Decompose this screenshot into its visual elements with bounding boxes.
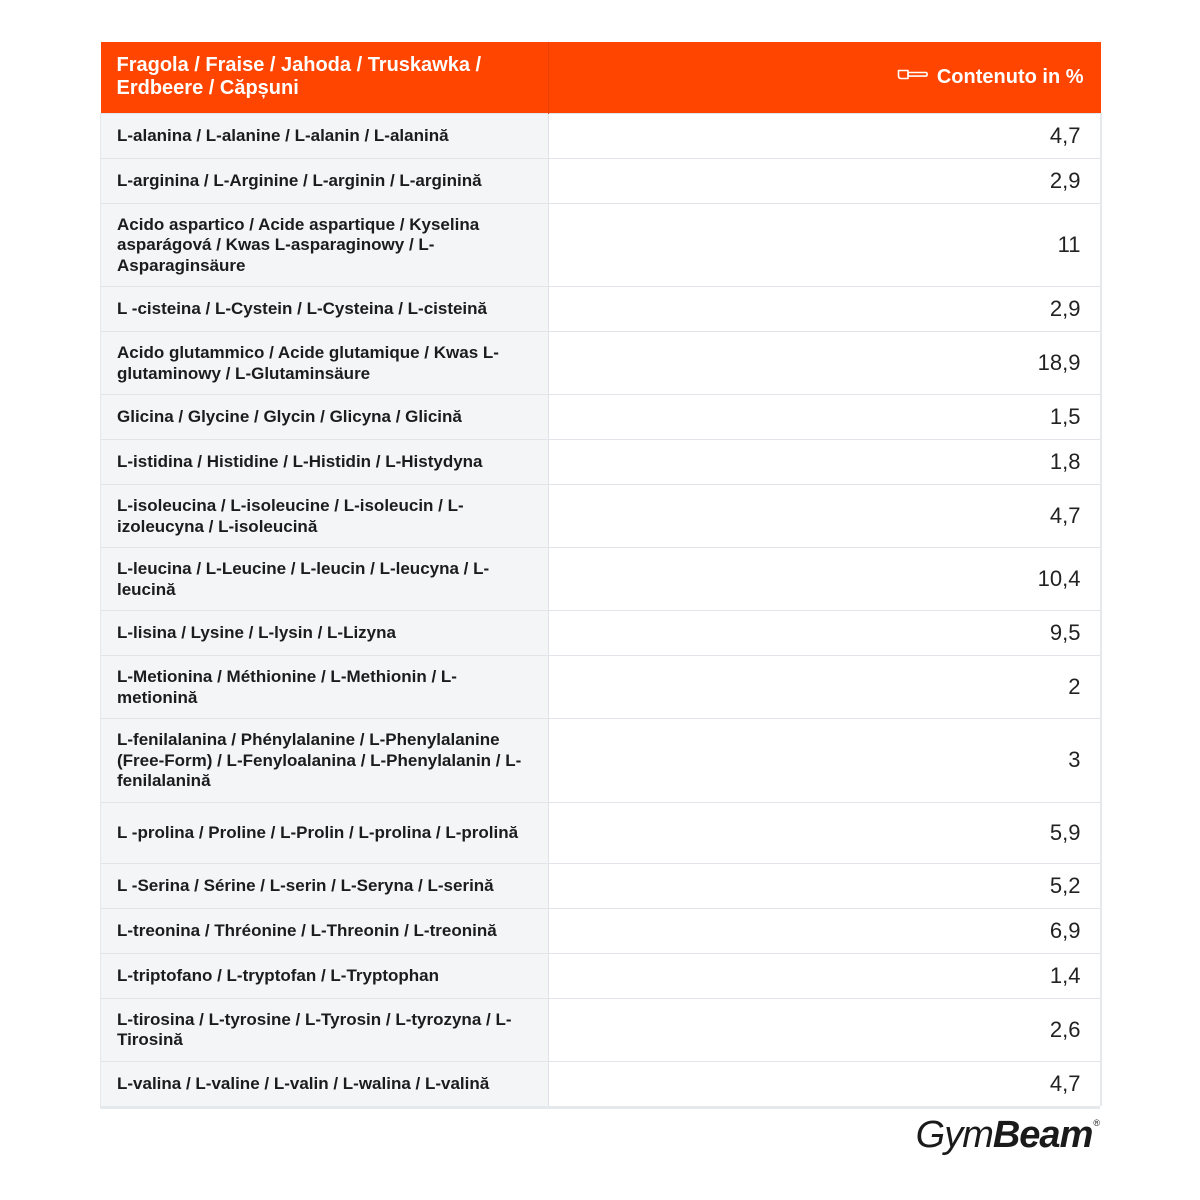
header-row xyxy=(101,42,1101,113)
amino-acid-percentage: 2 xyxy=(549,656,1101,719)
amino-acid-name: L-treonina / Thréonine / L-Threonin / L-treonină xyxy=(101,908,549,953)
table-row xyxy=(101,332,1101,395)
table-row xyxy=(101,656,1101,719)
table-row xyxy=(101,998,1101,1061)
table-row xyxy=(101,719,1101,803)
amino-acid-name: L-arginina / L-Arginine / L-arginin / L-arginină xyxy=(101,158,549,203)
table-row xyxy=(101,802,1101,863)
amino-acid-percentage: 9,5 xyxy=(549,611,1101,656)
amino-acid-name: L -Serina / Sérine / L-serin / L-Seryna / L-serină xyxy=(101,863,549,908)
table-body xyxy=(101,113,1101,1106)
amino-acid-name: L-fenilalanina / Phénylalanine / L-Phenylalanine (Free-Form) / L-Fenyloalanina / L-Phenylalanin / L-fenilalanină xyxy=(101,719,549,803)
table-row xyxy=(101,953,1101,998)
amino-acid-percentage: 2,9 xyxy=(549,287,1101,332)
table-row xyxy=(101,908,1101,953)
amino-acid-percentage: 1,8 xyxy=(549,440,1101,485)
table-row xyxy=(101,485,1101,548)
amino-acid-percentage: 2,9 xyxy=(549,158,1101,203)
amino-acid-percentage: 4,7 xyxy=(549,485,1101,548)
table-row xyxy=(101,611,1101,656)
table-row xyxy=(101,158,1101,203)
header-content-column xyxy=(549,42,1101,113)
header-content-label: Contenuto in % xyxy=(936,65,1084,88)
amino-acid-name: L-lisina / Lysine / L-lysin / L-Lizyna xyxy=(101,611,549,656)
registered-mark: ® xyxy=(1093,1118,1100,1128)
amino-acid-name: L -prolina / Proline / L-Prolin / L-prolina / L-prolină xyxy=(101,802,549,863)
amino-acid-percentage: 11 xyxy=(549,203,1101,287)
amino-acid-percentage: 1,5 xyxy=(549,395,1101,440)
amino-acid-percentage: 2,6 xyxy=(549,998,1101,1061)
amino-acid-name: Acido glutammico / Acide glutamique / Kwas L-glutaminowy / L-Glutaminsäure xyxy=(101,332,549,395)
table-row xyxy=(101,440,1101,485)
header-flavor-name: Fragola / Fraise / Jahoda / Truskawka / Erdbeere / Căpșuni xyxy=(101,42,549,113)
amino-acid-name: L-tirosina / L-tyrosine / L-Tyrosin / L-tyrozyna / L-Tirosină xyxy=(101,998,549,1061)
amino-acid-percentage: 10,4 xyxy=(549,548,1101,611)
gymbeam-logo xyxy=(916,1114,1100,1160)
amino-acid-percentage: 5,2 xyxy=(549,863,1101,908)
amino-acid-percentage: 6,9 xyxy=(549,908,1101,953)
logo-text-gym: Gym xyxy=(915,1114,993,1156)
amino-acid-profile-table xyxy=(100,42,1102,1106)
amino-acid-name: Glicina / Glycine / Glycin / Glicyna / Glicină xyxy=(101,395,549,440)
amino-acid-percentage: 3 xyxy=(549,719,1101,803)
amino-acid-name: L-valina / L-valine / L-valin / L-walina / L-valină xyxy=(101,1061,549,1106)
amino-acid-name: L-isoleucina / L-isoleucine / L-isoleucin / L-izoleucyna / L-isoleucină xyxy=(101,485,549,548)
table-row xyxy=(101,863,1101,908)
table-row xyxy=(101,287,1101,332)
amino-acid-percentage: 4,7 xyxy=(549,113,1101,158)
amino-acid-name: Acido aspartico / Acide aspartique / Kyselina asparágová / Kwas L-asparaginowy / L-Asparaginsäure xyxy=(101,203,549,287)
amino-acid-table xyxy=(100,42,1100,1109)
table-row xyxy=(101,1061,1101,1106)
amino-acid-name: L-leucina / L-Leucine / L-leucin / L-leucyna / L-leucină xyxy=(101,548,549,611)
amino-acid-percentage: 4,7 xyxy=(549,1061,1101,1106)
amino-acid-name: L-triptofano / L-tryptofan / L-Tryptophan xyxy=(101,953,549,998)
table-row xyxy=(101,548,1101,611)
table-header xyxy=(101,42,1101,113)
scoop-icon xyxy=(897,64,929,87)
amino-acid-name: L -cisteina / L-Cystein / L-Cysteina / L-cisteină xyxy=(101,287,549,332)
amino-acid-name: L-alanina / L-alanine / L-alanin / L-alanină xyxy=(101,113,549,158)
table-row xyxy=(101,113,1101,158)
logo-text-beam: Beam xyxy=(992,1114,1093,1156)
amino-acid-percentage: 1,4 xyxy=(549,953,1101,998)
amino-acid-percentage: 5,9 xyxy=(549,802,1101,863)
amino-acid-percentage: 18,9 xyxy=(549,332,1101,395)
amino-acid-name: L-Metionina / Méthionine / L-Methionin / L-metionină xyxy=(101,656,549,719)
table-row xyxy=(101,203,1101,287)
table-row xyxy=(101,395,1101,440)
amino-acid-name: L-istidina / Histidine / L-Histidin / L-Histydyna xyxy=(101,440,549,485)
